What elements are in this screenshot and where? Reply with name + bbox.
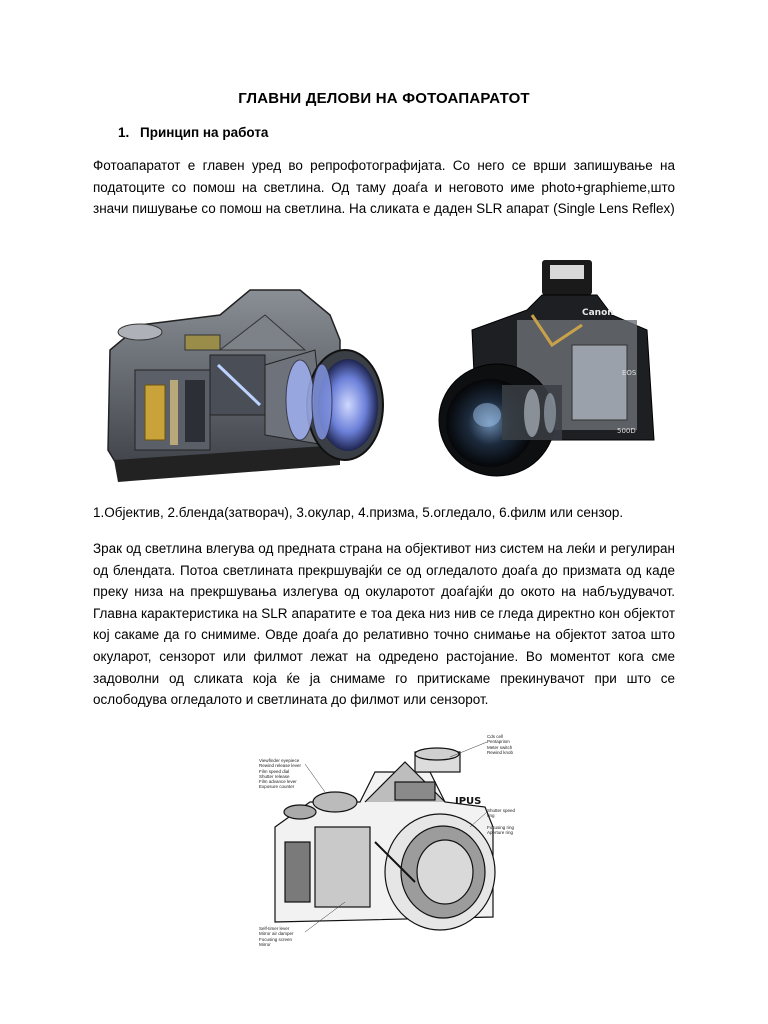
callout-label: Viewfinder eyepiece [259, 758, 300, 763]
callout-label: Shutter speed ring [487, 808, 516, 819]
page-title: ГЛАВНИ ДЕЛОВИ НА ФОТОАПАРАТОТ [238, 90, 530, 107]
parts-caption: 1.Објектив, 2.бленда(затворач), 3.окулар, 4.призма, 5.огледало, 6.филм или сензор. [93, 505, 624, 520]
working-principle-paragraph: Зрак од светлина влегува од предната страна на објективот низ систем на леќи и регулиран од блендата. Потоа светлината прекршувајќи се од огледалото доаѓа до призмата од каде преку низа на прекршувања излегува од окуларотот доаѓајќи до окото на набљудувачот. Главна карактеристика на SLR апаратите е тоа дека низ нив се гледа директно кон објектот кој сакаме да го снимиме. Овде доаѓа до релативно точно снимање на објектот затоа што окуларот, сензорот или филмот лежат на одредено растојание. Во моментот кога сме задоволни од сликата која ќе ја снимаме го притискаме прекинувачот при што се ослободува огледалото и светлината до филмот или сензорот. [93, 541, 675, 708]
section-number: 1. [118, 125, 130, 140]
callout-label: Rewind release lever [259, 763, 302, 769]
camera-model-label: EOS [622, 369, 637, 377]
callout-label: Film advance lever [259, 779, 297, 785]
canon-brand-label: Canon [582, 308, 614, 318]
callout-label: Meter switch [487, 744, 513, 750]
callout-label: Focusing screen [259, 936, 293, 942]
cutaway-camera-image [100, 270, 395, 485]
callout-label: Exposure counter [259, 784, 295, 790]
callout-label: Focusing ring [487, 824, 515, 830]
callout-label: Self-timer lever [259, 926, 290, 931]
callout-label: Mirror air damper [259, 931, 294, 937]
callout-label: Cds cell [487, 734, 504, 739]
callout-label: Film speed dial [259, 768, 290, 774]
callout-label: Shutter release [259, 773, 290, 779]
canon-camera-image [432, 255, 662, 485]
left-callouts-bottom [259, 926, 294, 947]
right-callouts-top [487, 734, 513, 755]
callout-label: Aperture ring [487, 829, 514, 835]
camera-model-number: 500D [617, 427, 636, 435]
callout-label: Rewind knob [487, 749, 514, 755]
left-callouts-top [259, 758, 301, 790]
labeled-camera-diagram [255, 732, 517, 957]
callout-label: Mirror [259, 941, 271, 947]
intro-paragraph: Фотоапаратот е главен уред во репрофотографијата. Со него се врши запишување на податоците со помош на светлина. Од таму доаѓа и неговото име photo+graphieme,што значи пишување со помош на светлина. На сликата е даден SLR апарат (Single Lens Reflex) [93, 158, 675, 217]
diagram-brand-label: IPUS [455, 796, 482, 807]
section-heading [118, 125, 268, 140]
right-callouts-mid [487, 808, 517, 835]
callout-label: Pentaprism [487, 739, 510, 745]
section-label: Принцип на работа [140, 125, 269, 140]
